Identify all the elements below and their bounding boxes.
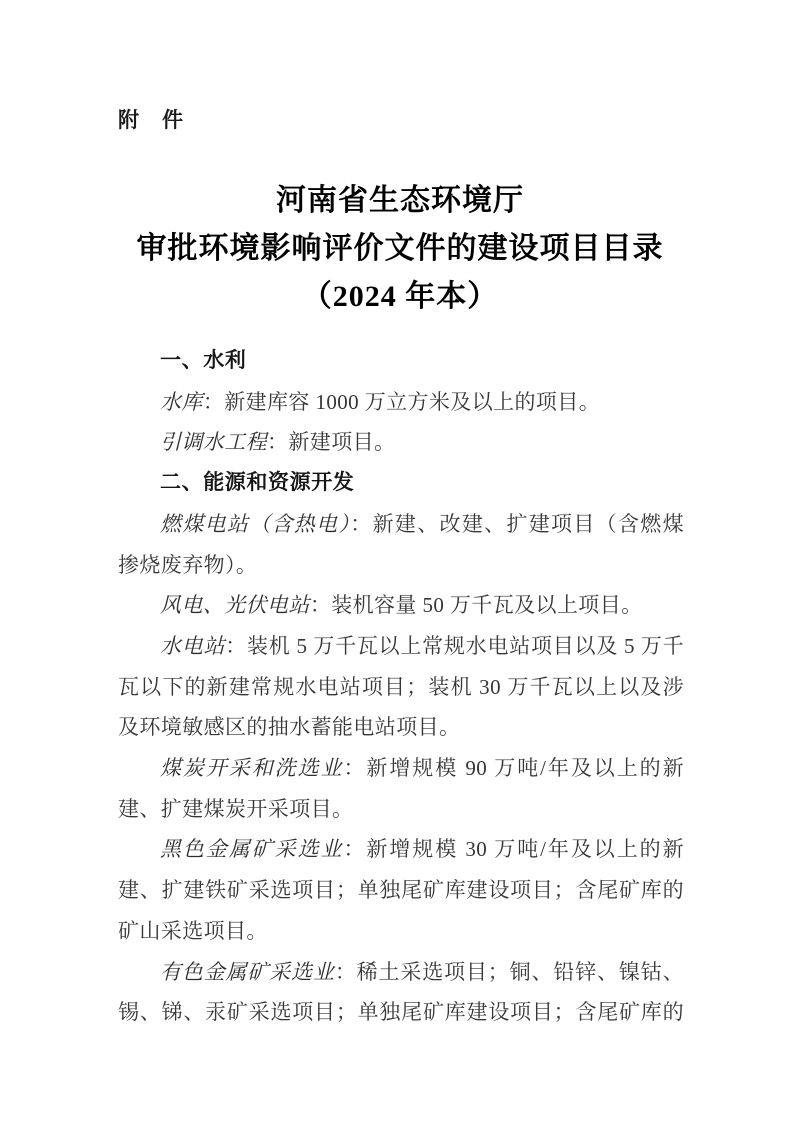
item-category-term: 黑色金属矿采选业	[160, 837, 344, 862]
catalog-item	[118, 382, 684, 423]
item-description: ：装机 5 万千瓦以上常规水电站项目以及 5 万千瓦以下的新建常规水电站项目；装机 30 万千瓦以上以及涉及环境敏感区的抽水蓄能电站项目。	[118, 633, 685, 740]
item-category-term: 燃煤电站（含热电）	[160, 511, 351, 536]
section-heading: 二、能源和资源开发	[160, 471, 355, 495]
section-heading: 一、水利	[160, 349, 247, 372]
item-description: ：装机容量 50 万千瓦及以上项目。	[309, 593, 643, 618]
catalog-item	[118, 422, 684, 463]
title-line-1: 河南省生态环境厅	[276, 184, 524, 217]
catalog-item	[118, 748, 684, 829]
catalog-item	[118, 626, 684, 748]
item-category-term: 有色金属矿采选业	[160, 959, 335, 984]
catalog-item	[118, 952, 684, 1033]
catalog-item	[118, 585, 684, 626]
item-description: ：新增规模 30 万吨/年及以上的新建、扩建铁矿采选项目；单独尾矿库建设项目；含尾矿库的矿山采选项目。	[118, 837, 684, 943]
catalog-item	[118, 504, 684, 585]
title-line-2: 审批环境影响评价文件的建设项目目录	[136, 232, 664, 265]
item-category-term: 风电、光伏电站	[160, 593, 310, 618]
item-description: ：新增规模 90 万吨/年及以上的新建、扩建煤炭开采项目。	[118, 756, 684, 821]
item-description: ：新建项目。	[267, 430, 396, 455]
item-description: ：稀土采选项目；铜、铅锌、镍钴、锡、锑、汞矿采选项目；单独尾矿库建设项目；含尾矿库的	[118, 959, 685, 1025]
item-category-term: 水库	[160, 389, 203, 414]
item-description: ：新建库容 1000 万立方米及以上的项目。	[202, 389, 601, 414]
title-line-3: （2024 年本）	[301, 280, 499, 313]
document-title	[0, 177, 800, 321]
document-body	[118, 341, 684, 1033]
item-category-term: 煤炭开采和洗选业	[160, 756, 344, 781]
item-category-term: 引调水工程	[160, 430, 267, 455]
item-description: ：新建、改建、扩建项目（含燃煤掺烧废弃物）。	[118, 511, 684, 577]
attachment-label: 附 件	[118, 109, 184, 132]
catalog-item	[118, 829, 684, 951]
item-category-term: 水电站	[160, 633, 226, 658]
